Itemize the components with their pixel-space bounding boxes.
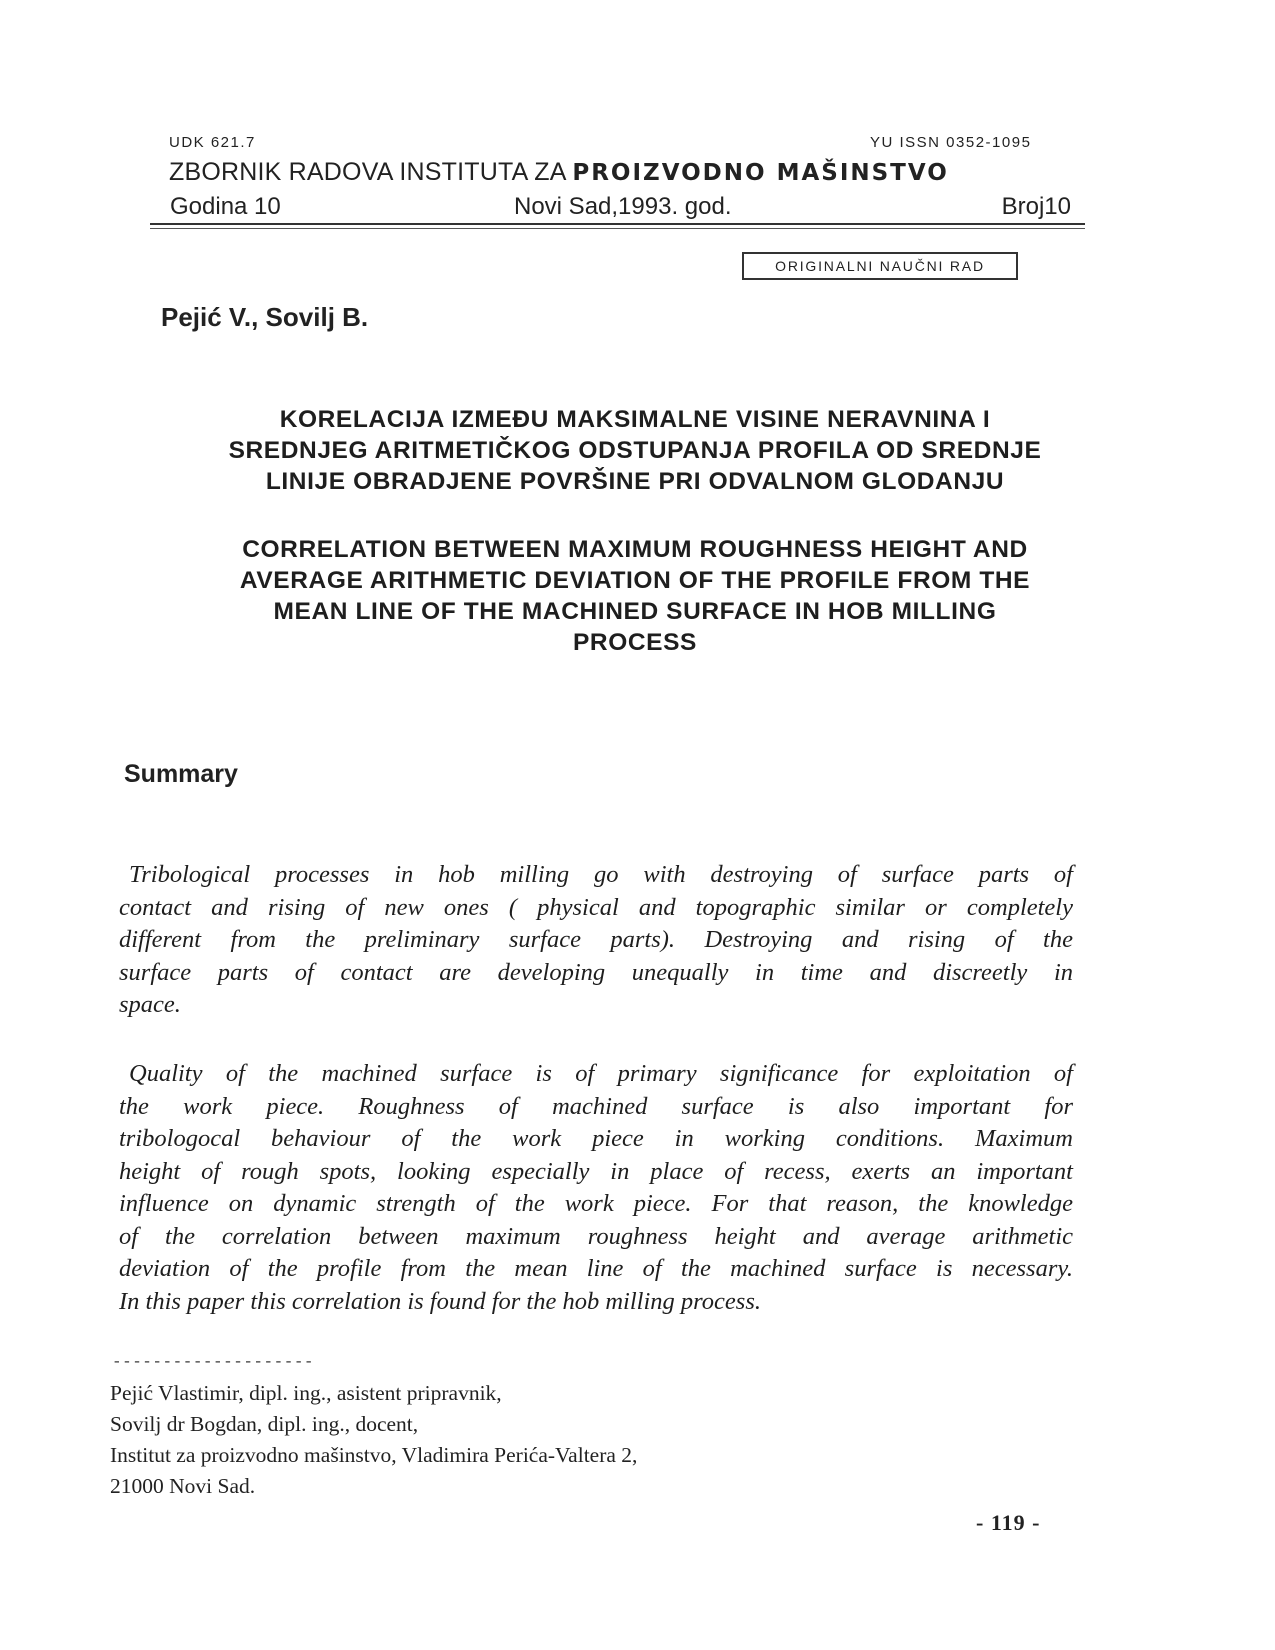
footnote-line: 21000 Novi Sad. [110, 1474, 256, 1498]
footnote-separator: -------------------- [112, 1353, 315, 1371]
title-english-line: AVERAGE ARITHMETIC DEVIATION OF THE PROFILE FROM THE [239, 567, 1031, 594]
paragraph-line: height of rough spots, looking especially in place of recess, exerts an important [119, 1157, 1073, 1185]
summary-paragraph-1 [119, 859, 1073, 1022]
journal-title-emphasis: PROIZVODNO MAŠINSTVO [572, 160, 949, 186]
paragraph-line: tribologocal behaviour of the work piece in working conditions. Maximum [119, 1125, 1073, 1152]
summary-heading: Summary [124, 760, 238, 788]
authors: Pejić V., Sovilj B. [161, 302, 369, 332]
paper-type-badge: ORIGINALNI NAUČNI RAD [742, 252, 1018, 280]
issue-place-date: Novi Sad,1993. god. [514, 193, 732, 220]
title-serbian [130, 404, 1140, 497]
paragraph-line: Tribological processes in hob milling go with destroying of surface parts of [129, 861, 1073, 888]
paragraph-line: surface parts of contact are developing unequally in time and discreetly in [119, 958, 1073, 986]
title-serbian-line: SREDNJEG ARITMETIČKOG ODSTUPANJA PROFILA OD SREDNJE [228, 437, 1042, 464]
paragraph-line: contact and rising of new ones ( physical and topographic similar or completely [119, 893, 1073, 921]
summary-paragraph-2 [119, 1058, 1073, 1318]
journal-title-prefix: ZBORNIK RADOVA INSTITUTA ZA [169, 158, 566, 186]
paragraph-line: deviation of the profile from the mean line of the machined surface is necessary. [119, 1255, 1073, 1282]
title-english-line: PROCESS [572, 629, 697, 656]
paragraph-line: In this paper this correlation is found for the hob milling process. [119, 1287, 761, 1315]
issue-line [150, 193, 1085, 225]
author-affiliations [110, 1378, 637, 1502]
header-divider [150, 228, 1085, 229]
paragraph-line: space. [119, 991, 181, 1018]
title-english-line: CORRELATION BETWEEN MAXIMUM ROUGHNESS HEIGHT AND [242, 536, 1028, 563]
issue-number: Broj10 [1001, 193, 1071, 220]
paragraph-line: the work piece. Roughness of machined surface is also important for [119, 1092, 1073, 1120]
footnote-line: Pejić Vlastimir, dipl. ing., asistent pripravnik, [110, 1381, 502, 1405]
issue-year: Godina 10 [170, 193, 281, 220]
paragraph-line: different from the preliminary surface parts). Destroying and rising of the [119, 926, 1073, 953]
udk-code: UDK 621.7 [169, 134, 256, 151]
title-serbian-line: KORELACIJA IZMEĐU MAKSIMALNE VISINE NERAVNINA I [279, 406, 991, 433]
title-english-line: MEAN LINE OF THE MACHINED SURFACE IN HOB MILLING [273, 598, 997, 625]
page-number: - 119 - [976, 1510, 1041, 1535]
title-english [130, 534, 1140, 658]
paragraph-line: Quality of the machined surface is of primary significance for exploitation of [129, 1060, 1073, 1087]
footnote-line: Sovilj dr Bogdan, dipl. ing., docent, [110, 1412, 419, 1436]
issn-code: YU ISSN 0352-1095 [870, 134, 1032, 151]
footnote-line: Institut za proizvodno mašinstvo, Vladimira Perića-Valtera 2, [110, 1443, 638, 1467]
paragraph-line: influence on dynamic strength of the work piece. For that reason, the knowledge [119, 1190, 1073, 1217]
paragraph-line: of the correlation between maximum roughness height and average arithmetic [119, 1222, 1073, 1250]
title-serbian-line: LINIJE OBRADJENE POVRŠINE PRI ODVALNOM GLODANJU [265, 468, 1005, 495]
journal-title [169, 158, 1083, 187]
